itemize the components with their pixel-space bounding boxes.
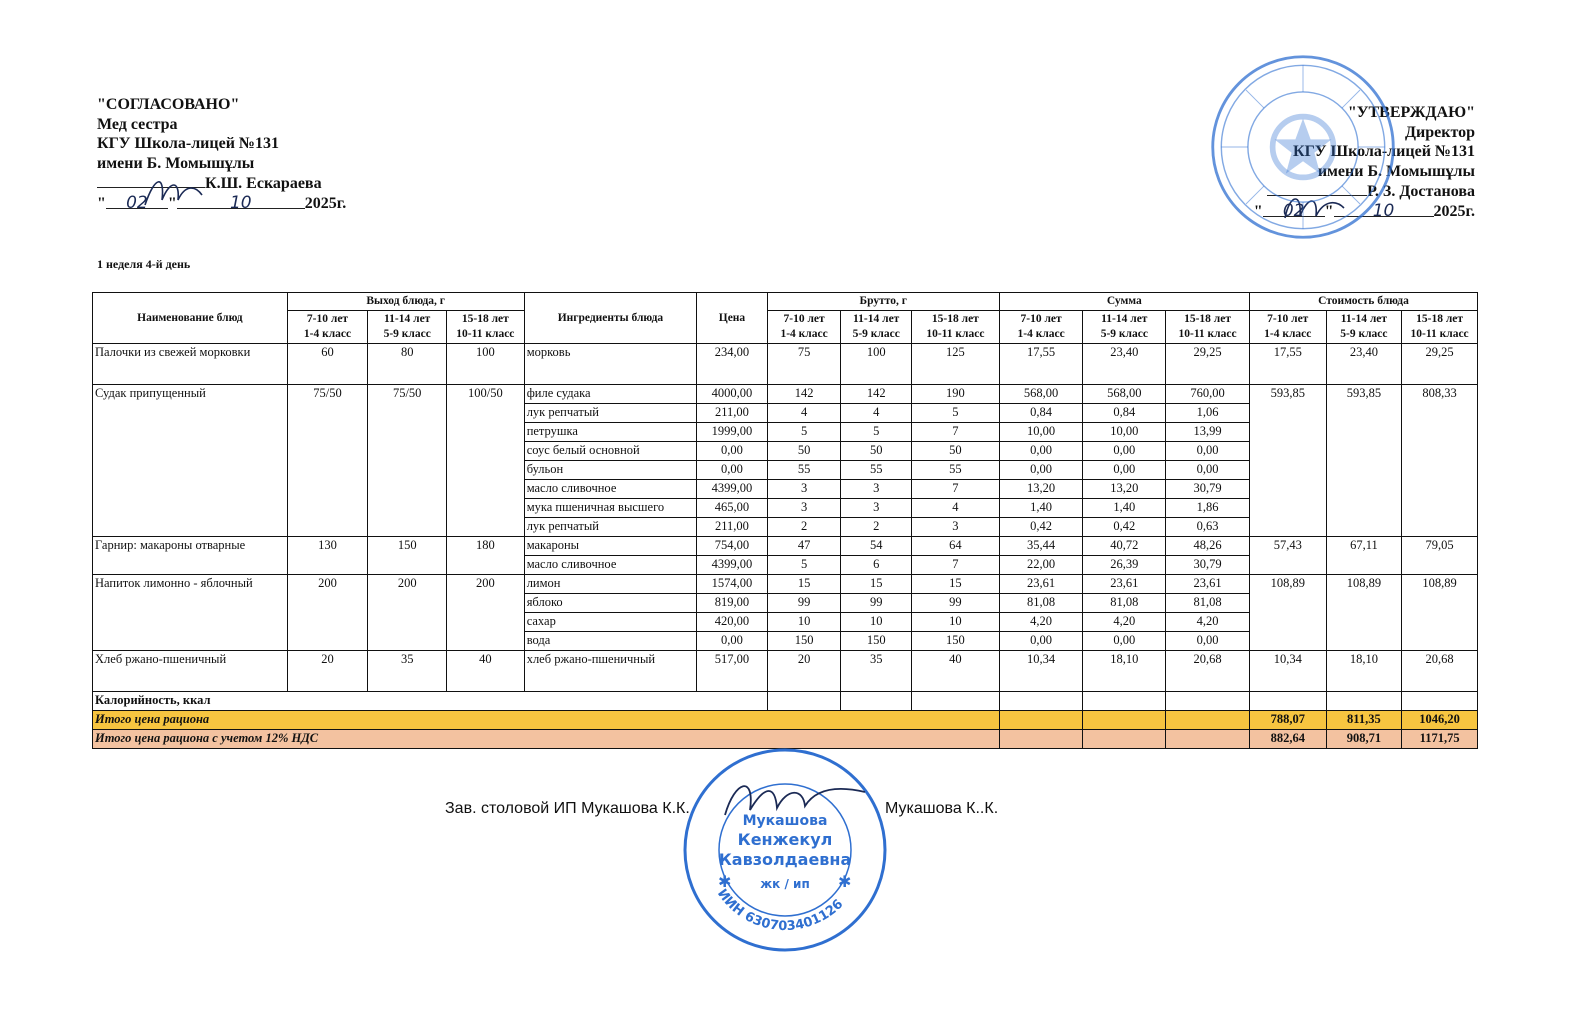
ingredient-sum: 10,00 [999,423,1083,442]
agreed-date-month: 10 [229,192,252,213]
dish-yield: 35 [368,651,447,692]
table-row [93,537,1478,556]
ingredient-gross: 54 [841,537,912,556]
dish-yield: 20 [287,651,368,692]
agreed-org-name: имени Б. Момышұлы [97,154,255,172]
ingredient-sum: 26,39 [1083,556,1166,575]
ingredient-name: соус белый основной [524,442,696,461]
ingredient-gross: 20 [767,651,841,692]
ingredient-sum: 0,00 [1083,632,1166,651]
ingredient-sum: 0,63 [1166,518,1250,537]
grade-range: 1-4 класс [303,328,352,340]
ingredient-sum: 1,40 [1083,499,1166,518]
approved-role: Директор [1405,123,1475,141]
dish-cost: 17,55 [1249,344,1326,385]
ingredient-name: лимон [524,575,696,594]
ingredient-price: 517,00 [697,651,768,692]
dish-cost: 108,89 [1402,575,1478,651]
ingredient-price: 1999,00 [697,423,768,442]
ingredient-sum: 30,79 [1166,556,1250,575]
ingredient-name: макароны [524,537,696,556]
dish-cost: 79,05 [1402,537,1478,575]
ingredient-gross: 55 [767,461,841,480]
ingredient-sum: 20,68 [1166,651,1250,692]
grade-range: 5-9 класс [1100,328,1148,340]
ingredient-gross: 7 [911,556,999,575]
ingredient-gross: 55 [841,461,912,480]
total-value-3: 1046,20 [1402,711,1478,730]
age-range: 11-14 лет [384,313,431,325]
ingredient-sum: 23,61 [999,575,1083,594]
ingredient-sum: 22,00 [999,556,1083,575]
dish-yield: 100/50 [447,385,525,537]
age-range: 7-10 лет [306,313,349,325]
ingredient-gross: 150 [841,632,912,651]
ingredient-price: 211,00 [697,518,768,537]
ingredient-gross: 50 [911,442,999,461]
dish-cost: 57,43 [1249,537,1326,575]
age-range: 7-10 лет [1267,313,1309,325]
grade-range: 1-4 класс [1017,328,1065,340]
ingredient-sum: 4,20 [1083,613,1166,632]
ingredient-sum: 0,00 [999,442,1083,461]
dish-cost: 108,89 [1249,575,1326,651]
ingredient-gross: 99 [841,594,912,613]
agreed-date-day: 02 [126,192,148,213]
ingredient-gross: 10 [911,613,999,632]
ingredient-gross: 2 [767,518,841,537]
ingredient-sum: 13,99 [1166,423,1250,442]
ingredient-sum: 81,08 [1083,594,1166,613]
ingredient-gross: 15 [911,575,999,594]
agreed-signature-row [97,173,346,194]
table-header-row-1 [93,293,1478,311]
dish-cost: 20,68 [1402,651,1478,692]
ingredient-gross: 2 [841,518,912,537]
ingredient-price: 4000,00 [697,385,768,404]
ingredient-gross: 3 [841,480,912,499]
ingredient-sum: 1,40 [999,499,1083,518]
stamp-star-left-icon: ✱ [718,872,732,891]
signature-canteen-head [715,770,875,830]
agreed-person: К.Ш. Ескараева [205,175,322,192]
age-range: 15-18 лет [1184,313,1231,325]
ingredient-name: масло сливочное [524,480,696,499]
grade-range: 5-9 класс [852,328,900,340]
col-cost-age-2 [1326,311,1402,344]
ingredient-gross: 75 [767,344,841,385]
ingredient-sum: 81,08 [999,594,1083,613]
ingredient-sum: 0,84 [1083,404,1166,423]
ingredient-sum: 1,06 [1166,404,1250,423]
ingredient-gross: 15 [767,575,841,594]
ingredient-sum: 0,42 [1083,518,1166,537]
ingredient-gross: 5 [841,423,912,442]
grade-range: 10-11 класс [926,328,985,340]
dish-yield: 200 [447,575,525,651]
ingredient-sum: 0,00 [999,632,1083,651]
ingredient-sum: 760,00 [1166,385,1250,404]
calories-label: Калорийность, ккал [93,692,768,711]
col-yield-age-3 [447,311,525,344]
table-row [93,344,1478,385]
ingredient-price: 0,00 [697,632,768,651]
agreed-org: КГУ Школа-лицей №131 [97,135,280,152]
col-gross-age-2 [841,311,912,344]
ingredient-sum: 23,40 [1083,344,1166,385]
agreed-role: Мед сестра [97,115,178,133]
ingredient-sum: 10,00 [1083,423,1166,442]
age-range: 11-14 лет [1101,313,1148,325]
dish-name: Судак припущенный [93,385,288,537]
ingredient-sum: 40,72 [1083,537,1166,556]
ingredient-sum: 0,00 [999,461,1083,480]
dish-name: Напиток лимонно - яблочный [93,575,288,651]
ingredient-gross: 35 [841,651,912,692]
week-day-label: 1 неделя 4-й день [97,257,191,271]
ingredient-gross: 6 [841,556,912,575]
ingredient-sum: 4,20 [1166,613,1250,632]
ingredient-gross: 150 [911,632,999,651]
approved-org: КГУ Школа-лицей №131 [1292,143,1475,160]
dish-cost: 108,89 [1326,575,1402,651]
ingredient-name: вода [524,632,696,651]
ingredient-name: лук репчатый [524,404,696,423]
ingredient-sum: 48,26 [1166,537,1250,556]
ingredient-sum: 18,10 [1083,651,1166,692]
ingredient-sum: 568,00 [1083,385,1166,404]
total-vat-label: Итого цена рациона с учетом 12% НДС [93,730,1000,749]
ingredient-sum: 0,42 [999,518,1083,537]
ingredient-gross: 3 [841,499,912,518]
grade-range: 1-4 класс [780,328,828,340]
ingredient-price: 0,00 [697,442,768,461]
dish-name: Палочки из свежей морковки [93,344,288,385]
dish-yield: 130 [287,537,368,575]
total-row [93,711,1478,730]
dish-yield: 60 [287,344,368,385]
agreed-title: "СОГЛАСОВАНО" [97,96,240,113]
ingredient-sum: 13,20 [999,480,1083,499]
dish-yield: 75/50 [368,385,447,537]
col-sum-age-1 [999,311,1083,344]
ingredient-sum: 0,00 [1166,461,1250,480]
ingredient-sum: 29,25 [1166,344,1250,385]
stamp-line3: Кавзолдаевна [718,850,852,869]
col-sum-age-3 [1166,311,1250,344]
total-vat-value-1: 882,64 [1249,730,1326,749]
ingredient-gross: 3 [767,499,841,518]
ingredient-gross: 99 [911,594,999,613]
ingredient-sum: 0,00 [1083,442,1166,461]
grade-range: 10-11 класс [456,328,515,340]
col-dish-name: Наименование блюд [93,293,288,344]
ingredient-gross: 142 [767,385,841,404]
ingredient-sum: 1,86 [1166,499,1250,518]
table-row [93,385,1478,404]
ingredient-price: 819,00 [697,594,768,613]
ingredient-name: яблоко [524,594,696,613]
dish-cost: 67,11 [1326,537,1402,575]
calories-row [93,692,1478,711]
ingredient-sum: 568,00 [999,385,1083,404]
ingredient-name: мука пшеничная высшего [524,499,696,518]
footer-head-of-canteen: Зав. столовой ИП Мукашова К.К. [445,800,690,817]
ingredient-sum: 23,61 [1166,575,1250,594]
ingredient-gross: 40 [911,651,999,692]
approved-date-row: " 02 " 10 2025г. [1253,200,1475,221]
ingredient-name: хлеб ржано-пшеничный [524,651,696,692]
menu-table [92,292,1478,749]
stamp-iin: ИИН 630703401126 [714,886,847,935]
col-sum: Сумма [999,293,1249,311]
approved-date-month: 10 [1372,200,1395,221]
dish-yield: 200 [368,575,447,651]
ingredient-price: 754,00 [697,537,768,556]
ingredient-gross: 3 [767,480,841,499]
ingredient-sum: 10,34 [999,651,1083,692]
ingredient-gross: 50 [767,442,841,461]
ingredient-gross: 47 [767,537,841,556]
dish-yield: 200 [287,575,368,651]
stamp-line4: жк / ип [760,877,810,891]
footer-signature-name: Мукашова К..К. [885,800,999,817]
ingredient-name: масло сливочное [524,556,696,575]
ingredient-name: морковь [524,344,696,385]
dish-yield: 100 [447,344,525,385]
grade-range: 5-9 класс [1340,328,1388,340]
dish-cost: 29,25 [1402,344,1478,385]
ingredient-price: 420,00 [697,613,768,632]
dish-yield: 40 [447,651,525,692]
dish-cost: 808,33 [1402,385,1478,537]
ingredient-price: 465,00 [697,499,768,518]
stamp-line2: Кенжекул [737,830,833,849]
ingredient-gross: 15 [841,575,912,594]
age-range: 15-18 лет [1416,313,1464,325]
stamp-star-right-icon: ✱ [838,872,852,891]
dish-cost: 593,85 [1249,385,1326,537]
ingredient-sum: 4,20 [999,613,1083,632]
agreed-date-row: " 02 " 10 2025г. [97,192,347,213]
col-yield: Выход блюда, г [287,293,524,311]
approved-org-name: имени Б. Момышұлы [1317,162,1475,180]
dish-yield: 75/50 [287,385,368,537]
ingredient-gross: 100 [841,344,912,385]
age-range: 15-18 лет [461,313,509,325]
ingredient-price: 4399,00 [697,480,768,499]
ingredient-gross: 3 [911,518,999,537]
ingredient-gross: 142 [841,385,912,404]
school-stamp [1208,52,1398,242]
col-gross: Брутто, г [767,293,999,311]
ingredient-gross: 4 [841,404,912,423]
table-row [93,575,1478,594]
ingredient-gross: 10 [841,613,912,632]
total-value-2: 811,35 [1326,711,1402,730]
total-label: Итого цена рациона [93,711,1000,730]
ingredient-sum: 81,08 [1166,594,1250,613]
col-yield-age-1 [287,311,368,344]
ingredient-gross: 5 [767,556,841,575]
total-vat-value-2: 908,71 [1326,730,1402,749]
ingredient-sum: 30,79 [1166,480,1250,499]
ingredient-gross: 4 [911,499,999,518]
ingredient-gross: 7 [911,423,999,442]
ingredient-sum: 23,61 [1083,575,1166,594]
ingredient-name: сахар [524,613,696,632]
table-header-row-2 [93,311,1478,344]
ingredient-name: петрушка [524,423,696,442]
grade-range: 10-11 класс [1178,328,1237,340]
approved-date-year: 2025г. [1433,202,1475,220]
total-vat-value-3: 1171,75 [1402,730,1478,749]
grade-range: 1-4 класс [1264,328,1312,340]
col-sum-age-2 [1083,311,1166,344]
ingredient-price: 4399,00 [697,556,768,575]
ingredient-price: 0,00 [697,461,768,480]
ingredient-gross: 50 [841,442,912,461]
age-range: 7-10 лет [783,313,825,325]
ingredient-sum: 0,00 [1166,632,1250,651]
col-gross-age-1 [767,311,841,344]
ingredient-price: 1574,00 [697,575,768,594]
ingredient-sum: 0,00 [1083,461,1166,480]
dish-name: Хлеб ржано-пшеничный [93,651,288,692]
col-ingredients: Ингредиенты блюда [524,293,696,344]
ingredient-sum: 35,44 [999,537,1083,556]
age-range: 7-10 лет [1020,313,1062,325]
ingredient-sum: 0,00 [1166,442,1250,461]
col-cost-age-3 [1402,311,1478,344]
footer [445,800,999,818]
col-cost: Стоимость блюда [1249,293,1477,311]
ingredient-name: бульон [524,461,696,480]
header-agreed [97,95,346,213]
age-range: 11-14 лет [1340,313,1388,325]
ingredient-gross: 10 [767,613,841,632]
ingredient-gross: 150 [767,632,841,651]
ingredient-gross: 5 [767,423,841,442]
approved-date-day: 02 [1282,200,1305,221]
col-price: Цена [697,293,768,344]
grade-range: 5-9 класс [383,328,431,340]
grade-range: 10-11 класс [1410,328,1469,340]
ingredient-price: 234,00 [697,344,768,385]
dish-yield: 180 [447,537,525,575]
ingredient-gross: 99 [767,594,841,613]
ingredient-gross: 55 [911,461,999,480]
ingredient-gross: 5 [911,404,999,423]
ingredient-price: 211,00 [697,404,768,423]
svg-text:ИИН 630703401126 [714,886,846,934]
approved-person: Р. З. Достанова [1367,183,1475,200]
signature-nurse [140,170,210,215]
dish-cost: 593,85 [1326,385,1402,537]
ingredient-sum: 17,55 [999,344,1083,385]
stamp-line1: Мукашова [742,813,828,829]
approved-title: "УТВЕРЖДАЮ" [1347,104,1475,121]
col-yield-age-2 [368,311,447,344]
ingredient-name: филе судака [524,385,696,404]
age-range: 11-14 лет [853,313,900,325]
total-value-1: 788,07 [1249,711,1326,730]
ingredient-gross: 125 [911,344,999,385]
dish-yield: 80 [368,344,447,385]
ingredient-gross: 190 [911,385,999,404]
ingredient-gross: 64 [911,537,999,556]
dish-cost: 18,10 [1326,651,1402,692]
ingredient-sum: 13,20 [1083,480,1166,499]
ingredient-gross: 4 [767,404,841,423]
dish-yield: 150 [368,537,447,575]
ingredient-sum: 0,84 [999,404,1083,423]
table-row [93,651,1478,692]
age-range: 15-18 лет [931,313,979,325]
agreed-date-year: 2025г. [304,194,347,212]
dish-name: Гарнир: макароны отварные [93,537,288,575]
dish-cost: 23,40 [1326,344,1402,385]
dish-cost: 10,34 [1249,651,1326,692]
col-gross-age-3 [911,311,999,344]
ingredient-name: лук репчатый [524,518,696,537]
col-cost-age-1 [1249,311,1326,344]
ingredient-gross: 7 [911,480,999,499]
